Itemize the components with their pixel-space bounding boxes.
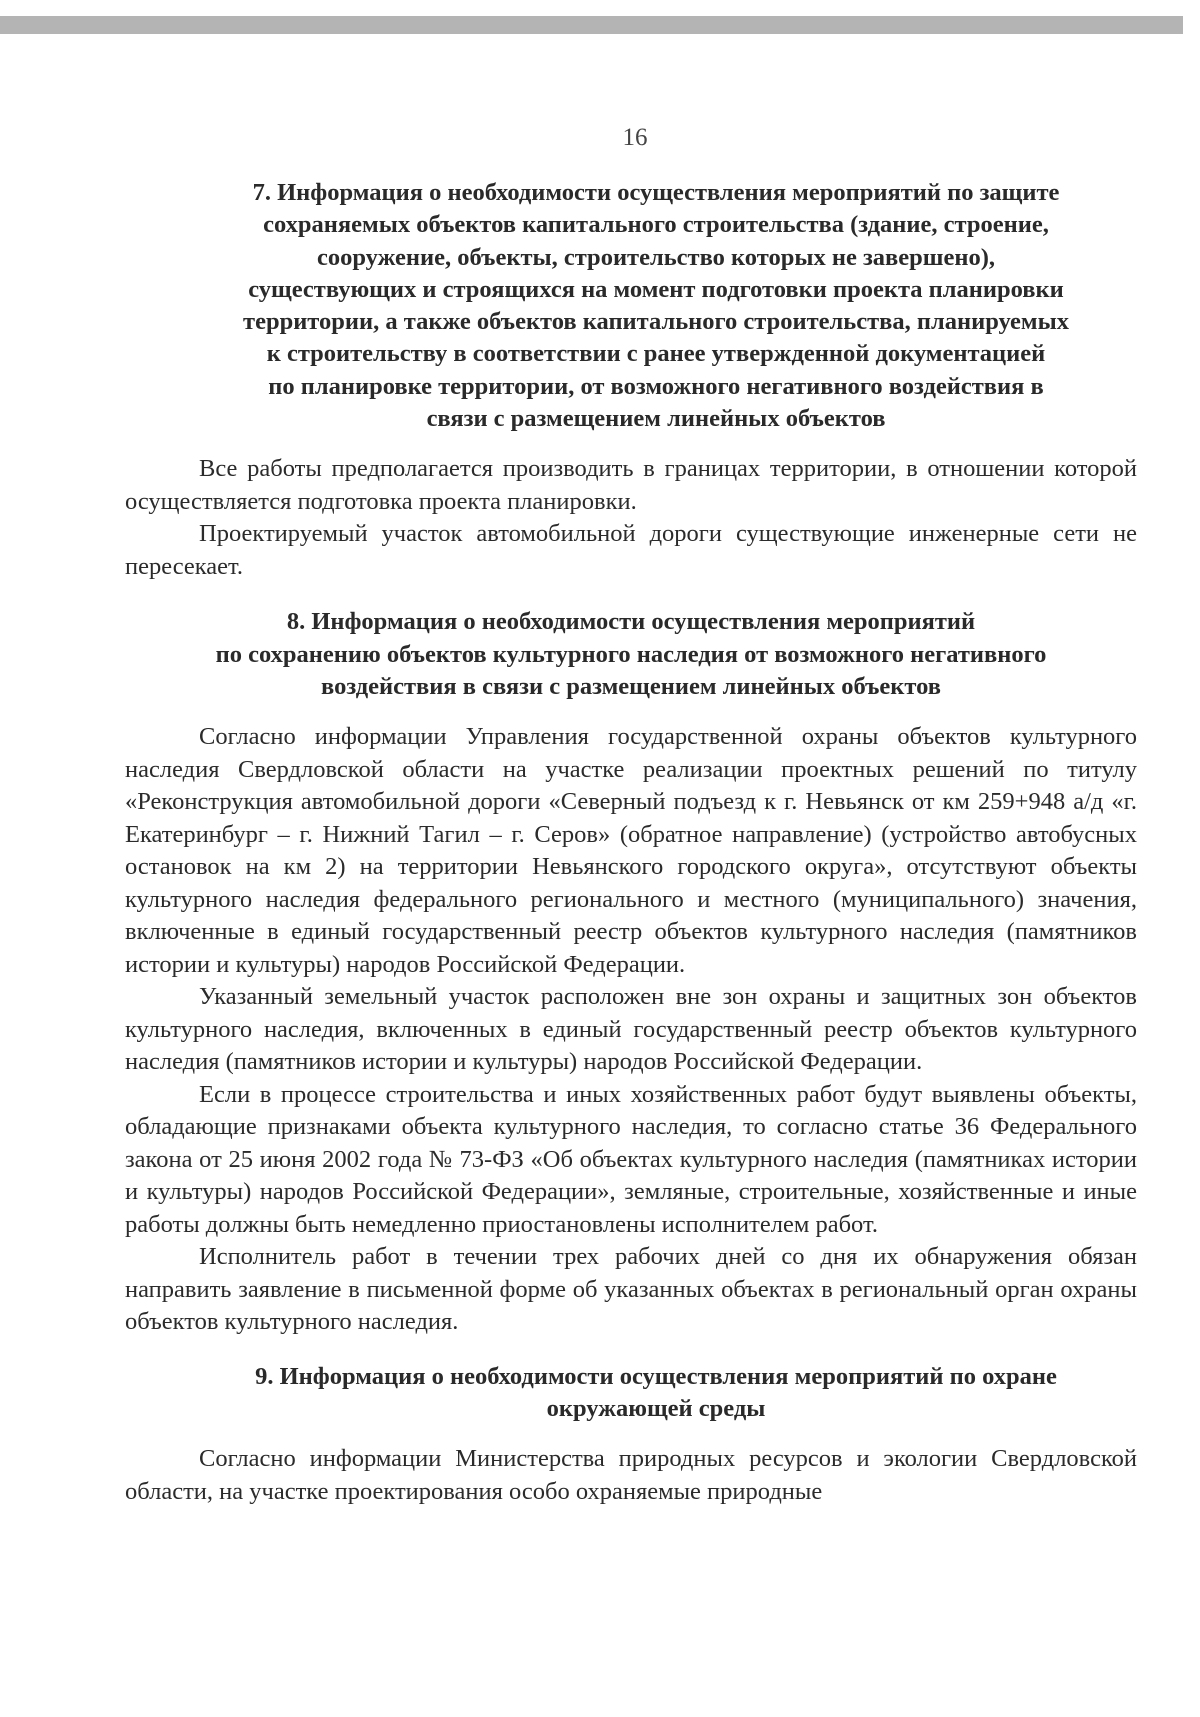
- paragraph: Согласно информации Министерства природных ресурсов и экологии Свердловской области, на участке проектирования особо охраняемые природные: [125, 1445, 1137, 1505]
- heading-line: 9. Информация о необходимости осуществления мероприятий по охране: [255, 1362, 1057, 1390]
- heading-line: 8. Информация о необходимости осуществления мероприятий: [286, 608, 976, 636]
- section-7-body: [125, 453, 1137, 583]
- scan-top-edge: [0, 16, 1183, 34]
- heading-line: связи с размещением линейных объектов: [426, 405, 886, 433]
- document-body: [125, 177, 1137, 1508]
- heading-line: существующих и строящихся на момент подготовки проекта планировки: [248, 275, 1064, 303]
- heading-line: окружающей среды: [546, 1395, 766, 1423]
- heading-line: по сохранению объектов культурного наследия от возможного негативного: [215, 640, 1047, 668]
- section-7-heading: [125, 177, 1137, 435]
- paragraph: Если в процессе строительства и иных хозяйственных работ будут выявлены объекты, обладающие признаками объекта культурного наследия, то согласно статье 36 Федерального закона от 25 июня 2002 года № 73-ФЗ «Об объектах культурного наследия (памятниках истории и культуры) народов Российской Федерации», земляные, строительные, хозяйственные и иные работы должны быть немедленно приостановлены исполнителем работ.: [125, 1080, 1137, 1238]
- paragraph: Исполнитель работ в течении трех рабочих дней со дня их обнаружения обязан направить заявление в письменной форме об указанных объектах в региональный орган охраны объектов культурного наследия.: [125, 1243, 1137, 1336]
- heading-line: воздействия в связи с размещением линейных объектов: [321, 672, 941, 700]
- paragraph: Указанный земельный участок расположен вне зон охраны и защитных зон объектов культурного наследия, включенных в единый государственный реестр объектов культурного наследия (памятников истории и культуры) народов Российской Федерации.: [125, 983, 1137, 1076]
- heading-line: сохраняемых объектов капитального строительства (здание, строение,: [263, 211, 1049, 239]
- heading-line: сооружение, объекты, строительство которых не завершено),: [317, 243, 995, 271]
- paragraph: Проектируемый участок автомобильной дороги существующие инженерные сети не пересекает.: [125, 520, 1137, 580]
- heading-line: по планировке территории, от возможного негативного воздействия в: [268, 372, 1044, 400]
- page-number: 16: [622, 124, 648, 151]
- section-8-heading: [125, 606, 1137, 703]
- heading-line: к строительству в соответствии с ранее утвержденной документацией: [266, 340, 1046, 368]
- paragraph: Все работы предполагается производить в границах территории, в отношении которой осуществляется подготовка проекта планировки.: [125, 455, 1137, 515]
- section-8-body: [125, 721, 1137, 1339]
- section-9-body: [125, 1443, 1137, 1508]
- section-9-heading: [125, 1361, 1137, 1426]
- heading-line: территории, а также объектов капитального строительства, планируемых: [243, 308, 1069, 336]
- paragraph: Согласно информации Управления государственной охраны объектов культурного наследия Свердловской области на участке реализации проектных решений по титулу «Реконструкция автомобильной дороги «Северный подъезд к г. Невьянск от км 259+948 а/д «г. Екатеринбург – г. Нижний Тагил – г. Серов» (обратное направление) (устройство автобусных остановок на км 2) на территории Невьянского городского округа», отсутствуют объекты культурного наследия федерального регионального и местного (муниципального) значения, включенные в единый государственный реестр объектов культурного наследия (памятников истории и культуры) народов Российской Федерации.: [125, 723, 1137, 978]
- heading-line: 7. Информация о необходимости осуществления мероприятий по защите: [252, 179, 1060, 206]
